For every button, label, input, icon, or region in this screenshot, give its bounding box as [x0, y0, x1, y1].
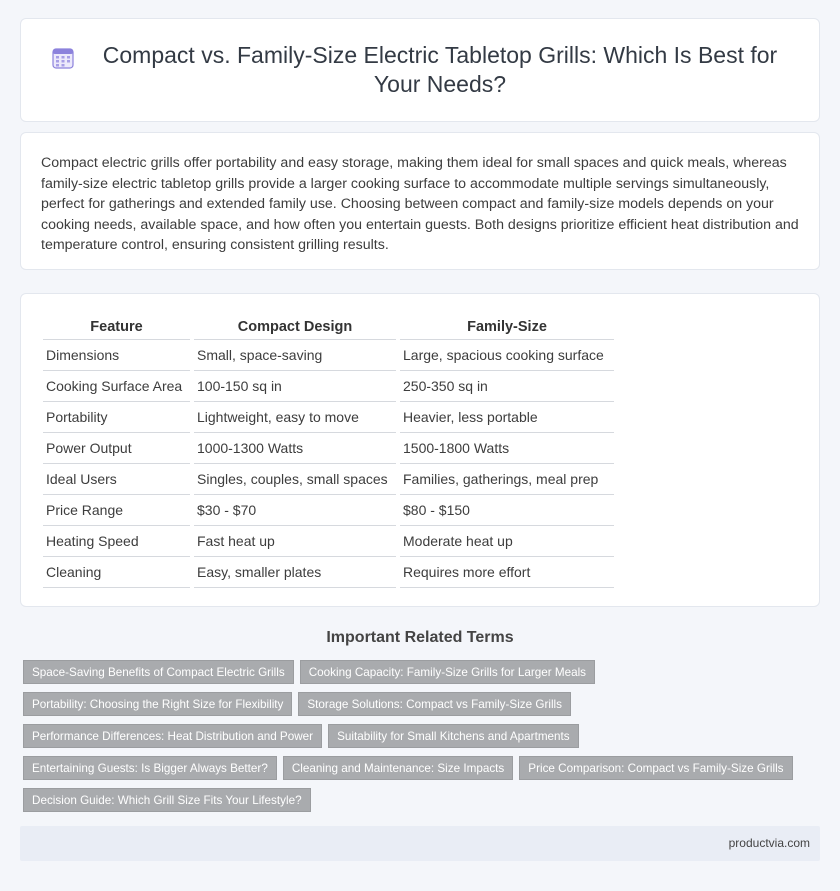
- family-cell: Heavier, less portable: [400, 402, 614, 433]
- compact-cell: 1000-1300 Watts: [194, 433, 396, 464]
- related-term-tag[interactable]: Space-Saving Benefits of Compact Electric Grills: [23, 660, 294, 684]
- page-title: Compact vs. Family-Size Electric Tabletop Grills: Which Is Best for Your Needs?: [102, 42, 778, 97]
- feature-cell: Dimensions: [43, 340, 190, 371]
- table-row: [43, 557, 614, 588]
- compact-cell: Fast heat up: [194, 526, 396, 557]
- compact-cell: Lightweight, easy to move: [194, 402, 396, 433]
- compact-cell: Easy, smaller plates: [194, 557, 396, 588]
- feature-cell: Ideal Users: [43, 464, 190, 495]
- feature-cell: Cooking Surface Area: [43, 371, 190, 402]
- header-feature: Feature: [43, 316, 190, 340]
- feature-cell: Price Range: [43, 495, 190, 526]
- intro-card: [20, 132, 820, 270]
- family-cell: Large, spacious cooking surface: [400, 340, 614, 371]
- related-term-tag[interactable]: Cooking Capacity: Family-Size Grills for Larger Meals: [300, 660, 595, 684]
- related-term-tag[interactable]: Entertaining Guests: Is Bigger Always Better?: [23, 756, 277, 780]
- comparison-table: [39, 316, 618, 588]
- compact-cell: 100-150 sq in: [194, 371, 396, 402]
- table-row: [43, 340, 614, 371]
- feature-cell: Portability: [43, 402, 190, 433]
- related-term-tag[interactable]: Cleaning and Maintenance: Size Impacts: [283, 756, 513, 780]
- related-terms-list: [23, 660, 823, 820]
- footer: [20, 826, 820, 861]
- compact-cell: $30 - $70: [194, 495, 396, 526]
- compact-cell: Singles, couples, small spaces: [194, 464, 396, 495]
- calendar-icon: [51, 46, 75, 70]
- comparison-card: [20, 293, 820, 607]
- header-compact: Compact Design: [194, 316, 396, 340]
- family-cell: Moderate heat up: [400, 526, 614, 557]
- header-card: [20, 18, 820, 122]
- intro-paragraph: Compact electric grills offer portability and easy storage, making them ideal for small spaces and quick meals, whereas family-size electric tabletop grills provide a larger cooking surface to accommodate multiple servings simultaneously, perfect for gatherings and extended family use. Choosing between compact and family-size models depends on your cooking needs, available space, and how often you entertain guests. Both designs prioritize efficient heat distribution and temperature control, ensuring consistent grilling results.: [41, 155, 799, 253]
- header-family: Family-Size: [400, 316, 614, 340]
- table-row: [43, 495, 614, 526]
- feature-cell: Power Output: [43, 433, 190, 464]
- footer-site-link[interactable]: productvia.com: [728, 836, 810, 850]
- related-term-tag[interactable]: Portability: Choosing the Right Size for Flexibility: [23, 692, 292, 716]
- feature-cell: Heating Speed: [43, 526, 190, 557]
- related-term-tag[interactable]: Decision Guide: Which Grill Size Fits Your Lifestyle?: [23, 788, 311, 812]
- related-terms-title: Important Related Terms: [326, 629, 514, 646]
- table-row: [43, 433, 614, 464]
- table-row: [43, 464, 614, 495]
- family-cell: $80 - $150: [400, 495, 614, 526]
- related-term-tag[interactable]: Suitability for Small Kitchens and Apartments: [328, 724, 579, 748]
- family-cell: 250-350 sq in: [400, 371, 614, 402]
- related-term-tag[interactable]: Price Comparison: Compact vs Family-Size Grills: [519, 756, 792, 780]
- feature-cell: Cleaning: [43, 557, 190, 588]
- compact-cell: Small, space-saving: [194, 340, 396, 371]
- related-term-tag[interactable]: Performance Differences: Heat Distribution and Power: [23, 724, 322, 748]
- related-term-tag[interactable]: Storage Solutions: Compact vs Family-Size Grills: [298, 692, 571, 716]
- table-header-row: [43, 316, 614, 340]
- family-cell: Requires more effort: [400, 557, 614, 588]
- family-cell: Families, gatherings, meal prep: [400, 464, 614, 495]
- table-row: [43, 526, 614, 557]
- family-cell: 1500-1800 Watts: [400, 433, 614, 464]
- table-row: [43, 402, 614, 433]
- table-row: [43, 371, 614, 402]
